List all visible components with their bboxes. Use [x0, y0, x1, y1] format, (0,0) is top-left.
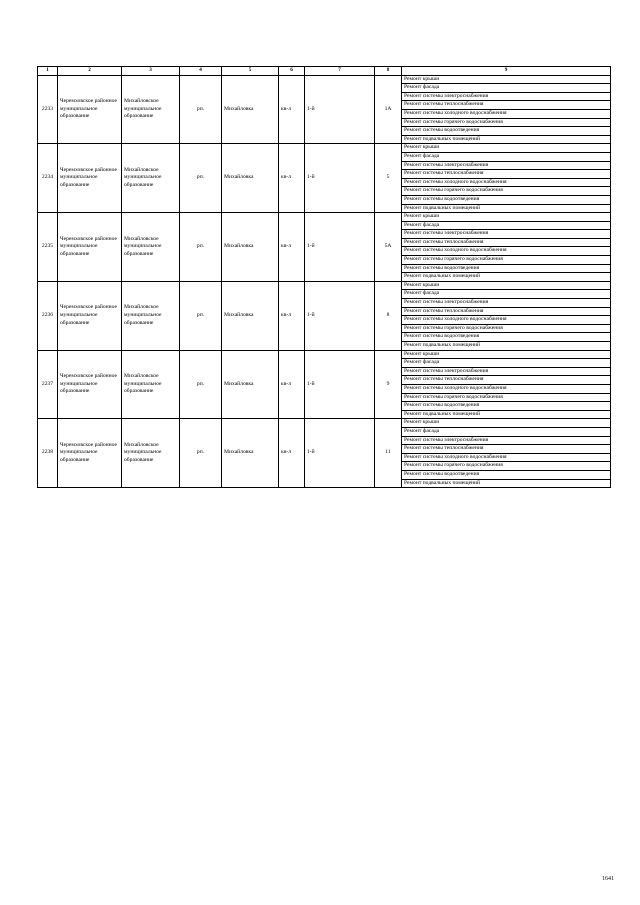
repair-work-item: Ремонт подвальных помещений [402, 204, 611, 213]
repair-work-item: Ремонт системы электроснабжения [402, 299, 611, 308]
repair-work-item: Ремонт подвальных помещений [402, 342, 611, 351]
repair-work-item: Ремонт фасада [402, 290, 611, 299]
district-name: Черемховское районное муниципальное образование [58, 144, 122, 213]
street-name: 1-й [305, 75, 375, 144]
settlement-type: рп. [180, 75, 222, 144]
repair-work-item: Ремонт системы холодного водоснабжения [402, 316, 611, 325]
record-id: 2237 [38, 350, 58, 419]
repair-work-item: Ремонт системы горячего водоснабжения [402, 187, 611, 196]
table-row [38, 281, 611, 290]
house-number: 1А [375, 75, 402, 144]
record-id: 2235 [38, 213, 58, 282]
record-id: 2238 [38, 419, 58, 488]
house-number: 8 [375, 281, 402, 350]
settlement-name: Михайловка [222, 419, 279, 488]
repair-work-item: Ремонт системы электроснабжения [402, 367, 611, 376]
repair-work-item: Ремонт подвальных помещений [402, 273, 611, 282]
street-type: кв-л [279, 75, 305, 144]
table-row [38, 144, 611, 153]
settlement-type: рп. [180, 281, 222, 350]
repair-work-item: Ремонт фасада [402, 221, 611, 230]
municipality-name: Михайловское муниципальное образование [122, 75, 180, 144]
repair-work-item: Ремонт системы холодного водоснабжения [402, 453, 611, 462]
street-name: 1-й [305, 281, 375, 350]
street-name: 1-й [305, 213, 375, 282]
repair-work-item: Ремонт фасада [402, 84, 611, 93]
repair-work-item: Ремонт крыши [402, 419, 611, 428]
repair-work-item: Ремонт системы водоотведения [402, 402, 611, 411]
col-header-6: 6 [279, 67, 305, 76]
repair-work-item: Ремонт системы электроснабжения [402, 92, 611, 101]
repair-work-item: Ремонт фасада [402, 427, 611, 436]
register-table [37, 66, 611, 488]
repair-work-item: Ремонт системы теплоснабжения [402, 376, 611, 385]
street-name: 1-й [305, 144, 375, 213]
col-header-7: 7 [305, 67, 375, 76]
header-row [38, 67, 611, 76]
repair-work-item: Ремонт системы холодного водоснабжения [402, 384, 611, 393]
municipality-name: Михайловское муниципальное образование [122, 213, 180, 282]
repair-work-item: Ремонт подвальных помещений [402, 135, 611, 144]
col-header-3: 3 [122, 67, 180, 76]
street-type: кв-л [279, 419, 305, 488]
page-number: 1641 [602, 876, 614, 882]
settlement-type: рп. [180, 144, 222, 213]
repair-work-item: Ремонт системы электроснабжения [402, 436, 611, 445]
repair-work-item: Ремонт системы теплоснабжения [402, 307, 611, 316]
repair-work-item: Ремонт системы водоотведения [402, 264, 611, 273]
repair-work-item: Ремонт системы теплоснабжения [402, 101, 611, 110]
col-header-8: 8 [375, 67, 402, 76]
municipality-name: Михайловское муниципальное образование [122, 144, 180, 213]
house-number: 11 [375, 419, 402, 488]
repair-work-item: Ремонт системы горячего водоснабжения [402, 118, 611, 127]
district-name: Черемховское районное муниципальное образование [58, 213, 122, 282]
repair-work-item: Ремонт крыши [402, 213, 611, 222]
street-type: кв-л [279, 350, 305, 419]
settlement-type: рп. [180, 419, 222, 488]
col-header-2: 2 [58, 67, 122, 76]
settlement-name: Михайловка [222, 350, 279, 419]
table-row [38, 350, 611, 359]
col-header-9: 9 [402, 67, 611, 76]
repair-work-item: Ремонт крыши [402, 144, 611, 153]
street-name: 1-й [305, 419, 375, 488]
settlement-name: Михайловка [222, 144, 279, 213]
settlement-name: Михайловка [222, 75, 279, 144]
district-name: Черемховское районное муниципальное образование [58, 281, 122, 350]
district-name: Черемховское районное муниципальное образование [58, 350, 122, 419]
house-number: 5 [375, 144, 402, 213]
repair-work-item: Ремонт подвальных помещений [402, 479, 611, 488]
street-name: 1-й [305, 350, 375, 419]
table-body [38, 75, 611, 488]
repair-work-item: Ремонт системы горячего водоснабжения [402, 393, 611, 402]
district-name: Черемховское районное муниципальное образование [58, 419, 122, 488]
repair-work-item: Ремонт системы холодного водоснабжения [402, 109, 611, 118]
repair-work-item: Ремонт крыши [402, 350, 611, 359]
street-type: кв-л [279, 213, 305, 282]
repair-work-item: Ремонт системы горячего водоснабжения [402, 324, 611, 333]
settlement-type: рп. [180, 213, 222, 282]
street-type: кв-л [279, 281, 305, 350]
repair-work-item: Ремонт фасада [402, 152, 611, 161]
repair-work-item: Ремонт системы горячего водоснабжения [402, 256, 611, 265]
repair-work-item: Ремонт системы горячего водоснабжения [402, 462, 611, 471]
repair-work-item: Ремонт фасада [402, 359, 611, 368]
repair-work-item: Ремонт подвальных помещений [402, 410, 611, 419]
repair-work-item: Ремонт системы теплоснабжения [402, 238, 611, 247]
col-header-5: 5 [222, 67, 279, 76]
repair-work-item: Ремонт крыши [402, 281, 611, 290]
repair-work-item: Ремонт системы электроснабжения [402, 161, 611, 170]
house-number: 9 [375, 350, 402, 419]
repair-work-item: Ремонт системы водоотведения [402, 195, 611, 204]
record-id: 2236 [38, 281, 58, 350]
settlement-name: Михайловка [222, 213, 279, 282]
repair-work-item: Ремонт крыши [402, 75, 611, 84]
record-id: 2233 [38, 75, 58, 144]
repair-work-item: Ремонт системы водоотведения [402, 333, 611, 342]
settlement-name: Михайловка [222, 281, 279, 350]
record-id: 2234 [38, 144, 58, 213]
repair-work-item: Ремонт системы теплоснабжения [402, 445, 611, 454]
repair-work-item: Ремонт системы теплоснабжения [402, 170, 611, 179]
settlement-type: рп. [180, 350, 222, 419]
table-row [38, 419, 611, 428]
repair-work-item: Ремонт системы холодного водоснабжения [402, 178, 611, 187]
district-name: Черемховское районное муниципальное образование [58, 75, 122, 144]
repair-work-item: Ремонт системы водоотведения [402, 470, 611, 479]
col-header-4: 4 [180, 67, 222, 76]
municipality-name: Михайловское муниципальное образование [122, 281, 180, 350]
table-row [38, 213, 611, 222]
repair-work-item: Ремонт системы водоотведения [402, 127, 611, 136]
house-number: 5А [375, 213, 402, 282]
municipality-name: Михайловское муниципальное образование [122, 350, 180, 419]
repair-work-item: Ремонт системы холодного водоснабжения [402, 247, 611, 256]
municipality-name: Михайловское муниципальное образование [122, 419, 180, 488]
repair-work-item: Ремонт системы электроснабжения [402, 230, 611, 239]
table-row [38, 75, 611, 84]
street-type: кв-л [279, 144, 305, 213]
col-header-1: 1 [38, 67, 58, 76]
